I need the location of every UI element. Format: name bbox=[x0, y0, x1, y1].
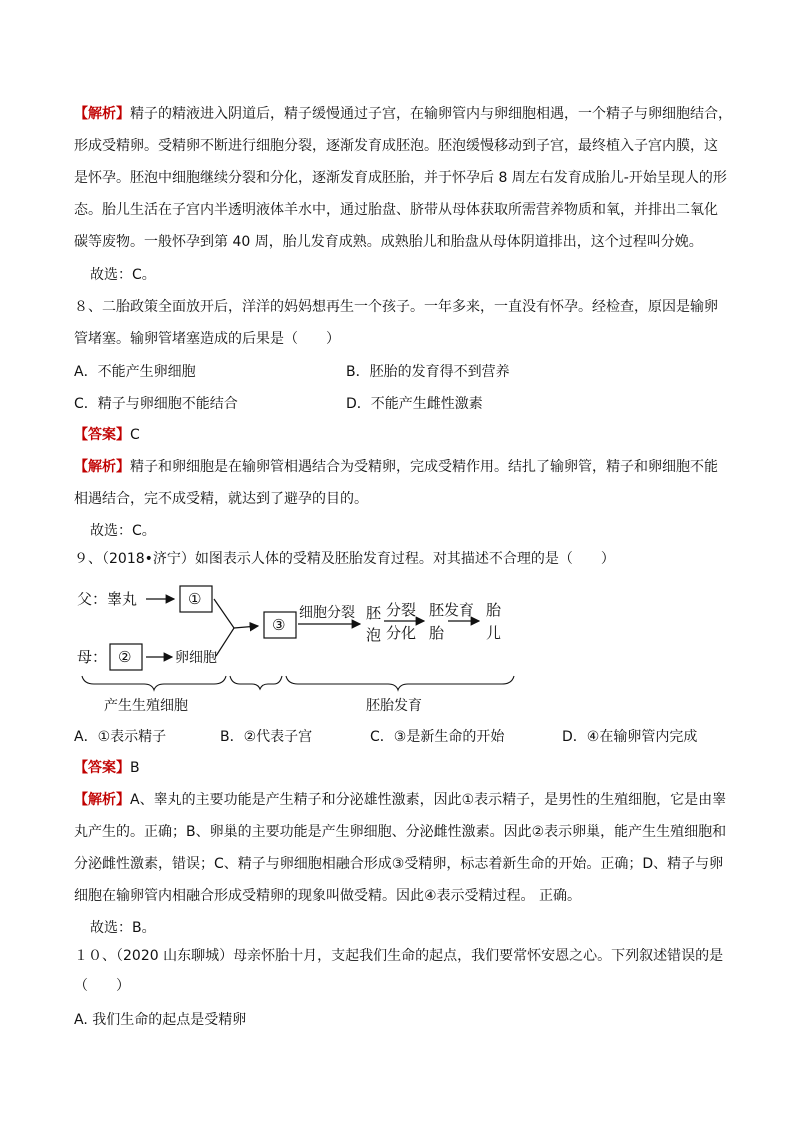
q8-stem-line-2: 管堵塞。输卵管堵塞造成的后果是（ ） bbox=[74, 331, 340, 347]
q10-option-a: A. 我们生命的起点是受精卵 bbox=[74, 1012, 247, 1028]
fetus-char-2: 儿 bbox=[486, 624, 502, 642]
q8-answer: 【答案】C bbox=[74, 427, 140, 443]
q9-explanation-line-2: 丸产生的。正确；B、卵巢的主要功能是产生卵细胞、分泌雌性激素。因此②表示卵巢，能产生生殖细胞和 bbox=[74, 824, 727, 840]
q9-explanation-line-3: 分泌雌性激素，错误；C、精子与卵细胞相融合形成③受精卵，标志着新生命的开始。正确；D、精子与卵 bbox=[74, 856, 724, 872]
q9-option-c: C．③是新生命的开始 bbox=[370, 729, 505, 745]
q9-explanation-line-4: 细胞在输卵管内相融合形成受精卵的现象叫做受精。因此④表示受精过程。 正确。 bbox=[74, 888, 581, 904]
embryo-sac-char-2: 泡 bbox=[366, 626, 382, 644]
q8-choice: 故选：C。 bbox=[90, 523, 156, 539]
diagram-mother-label: 母： bbox=[77, 648, 108, 666]
explanation-label: 【解析】 bbox=[74, 106, 130, 122]
q9-answer: 【答案】B bbox=[74, 760, 140, 776]
embryo-dev-label: 胚发育 bbox=[429, 601, 475, 619]
box3-label: ③ bbox=[272, 616, 286, 634]
q9-option-a: A．①表示精子 bbox=[74, 729, 167, 745]
box2-label: ② bbox=[118, 648, 132, 666]
fetus-char-1: 胎 bbox=[486, 601, 502, 619]
fenlie-label: 分裂 bbox=[386, 601, 417, 619]
q8-option-d: D．不能产生雌性激素 bbox=[346, 396, 483, 412]
diagram-egg-label: 卵细胞 bbox=[175, 650, 217, 666]
prev-explanation-line-3: 是怀孕。胚泡中细胞继续分裂和分化，逐渐发育成胚胎，并于怀孕后 8 周左右发育成胎儿-开始呈现人的形 bbox=[74, 170, 727, 186]
merge-line-bottom bbox=[216, 628, 234, 656]
tai-label: 胎 bbox=[429, 624, 445, 642]
box1-label: ① bbox=[188, 590, 202, 608]
prev-explanation-line-5: 碳等废物。一般怀孕到第 40 周，胎儿发育成熟。成熟胎儿和胎盘从母体阴道排出，这个过程叫分娩。 bbox=[74, 234, 703, 250]
brace-fertilization bbox=[230, 676, 282, 689]
q9-option-d: D．④在输卵管内完成 bbox=[562, 729, 698, 745]
merge-line-top bbox=[214, 599, 234, 628]
q9-option-b: B．②代表子宫 bbox=[220, 729, 313, 745]
brace3-label: 胚胎发育 bbox=[366, 698, 422, 714]
brace-gamete-production bbox=[82, 676, 226, 690]
q8-option-a: A．不能产生卵细胞 bbox=[74, 364, 196, 380]
q10-stem-line-2: （ ） bbox=[74, 978, 130, 994]
diagram-father-label: 父：睾丸 bbox=[77, 590, 138, 608]
prev-explanation-line-2: 形成受精卵。受精卵不断进行细胞分裂，逐渐发育成胚泡。胚泡缓慢移动到子宫，最终植入子宫内膜，这 bbox=[74, 138, 718, 154]
fenhua-label: 分化 bbox=[386, 624, 417, 642]
brace1-label: 产生生殖细胞 bbox=[104, 698, 188, 714]
q8-explanation-line-1: 【解析】精子和卵细胞是在输卵管相遇结合为受精卵，完成受精作用。结扎了输卵管，精子和卵细胞不能 bbox=[74, 459, 718, 475]
q8-explanation-line-2: 相遇结合，完不成受精，就达到了避孕的目的。 bbox=[74, 491, 368, 507]
brace-embryo-development bbox=[286, 676, 514, 690]
q9-explanation-line-1: 【解析】A、睾丸的主要功能是产生精子和分泌雄性激素，因此①表示精子，是男性的生殖细胞，它是由睾 bbox=[74, 792, 727, 808]
prev-choice: 故选：C。 bbox=[90, 267, 156, 283]
q8-option-c: C．精子与卵细胞不能结合 bbox=[74, 396, 238, 412]
q9-stem: ９、（2018•济宁）如图表示人体的受精及胚胎发育过程。对其描述不合理的是（ ） bbox=[74, 551, 615, 567]
embryo-sac-char-1: 胚 bbox=[366, 604, 382, 622]
prev-explanation-line-1: 【解析】精子的精液进入阴道后，精子缓慢通过子宫，在输卵管内与卵细胞相遇，一个精子与卵细胞结合， bbox=[74, 106, 732, 122]
cell-division-label: 细胞分裂 bbox=[299, 605, 355, 621]
prev-explanation-line-4: 态。胎儿生活在子宫内半透明液体羊水中，通过胎盘、脐带从母体获取所需营养物质和氧，并排出二氧化 bbox=[74, 202, 718, 218]
q10-stem-line-1: １０、（2020 山东聊城）母亲怀胎十月，支起我们生命的起点，我们要常怀安恩之心。下列叙述错误的是 bbox=[74, 948, 724, 964]
q8-option-b: B．胚胎的发育得不到营养 bbox=[346, 364, 510, 380]
arrow-to-box3 bbox=[234, 626, 258, 628]
q8-stem-line-1: ８、二胎政策全面放开后，洋洋的妈妈想再生一个孩子。一年多来，一直没有怀孕。经检查，原因是输卵 bbox=[74, 299, 718, 315]
fertilization-diagram bbox=[74, 576, 544, 721]
q9-choice: 故选：B。 bbox=[90, 920, 156, 936]
